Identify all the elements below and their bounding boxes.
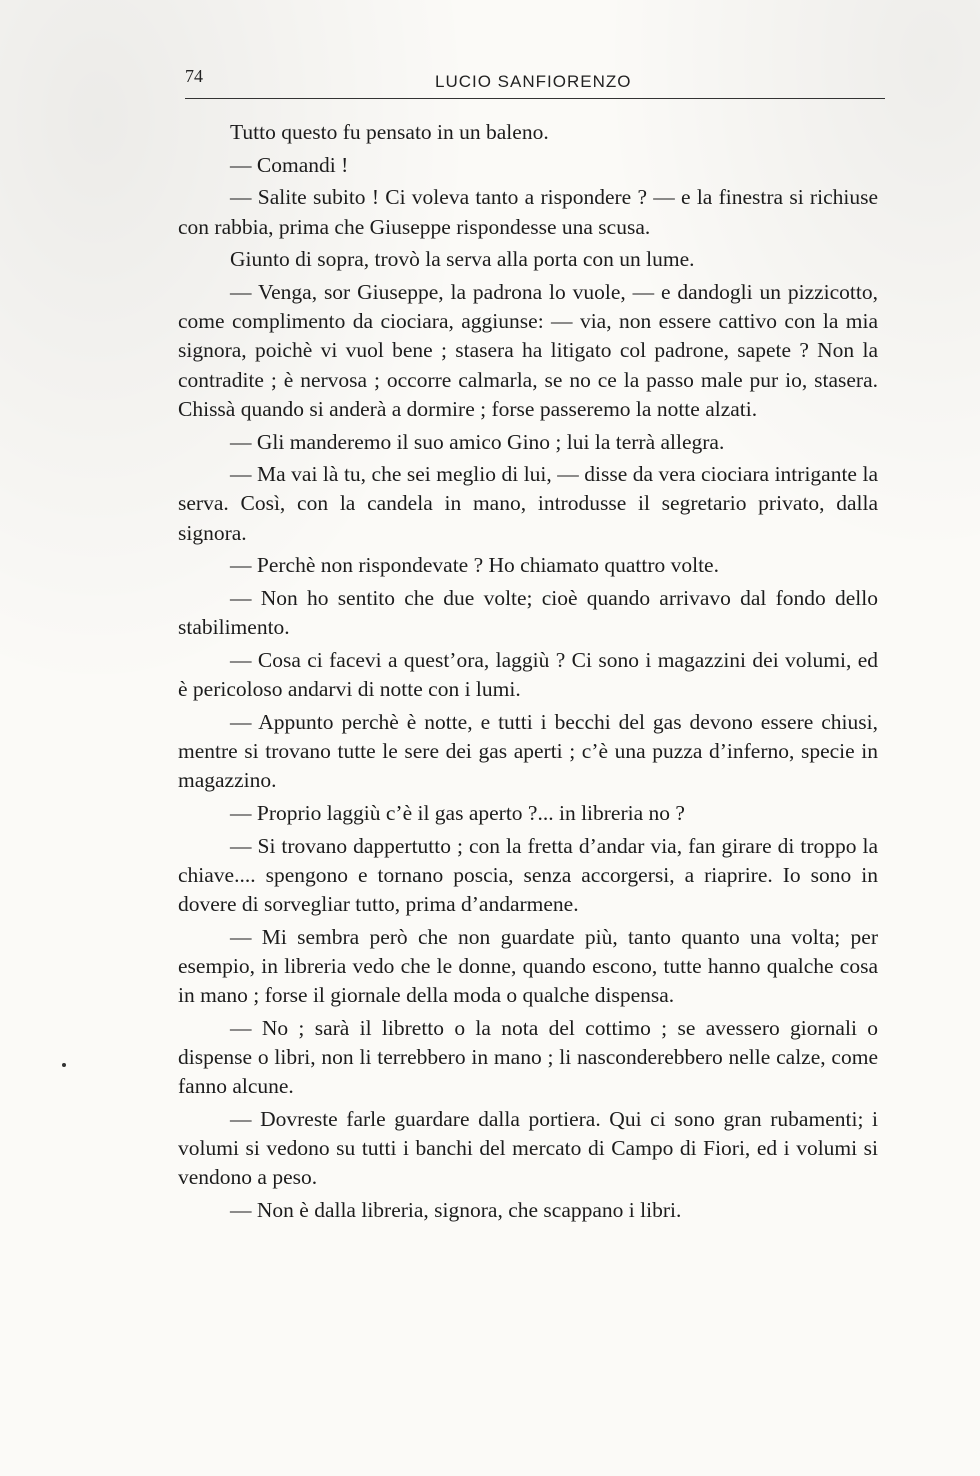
paragraph: — Dovreste farle guardare dalla portiera. Qui ci sono gran rubamenti; i volumi si vedono su tutti i banchi del mercato di Campo di Fiori, ed i volumi si vendono a peso. xyxy=(178,1107,878,1190)
running-head xyxy=(185,66,885,96)
paragraph: — Mi sembra però che non guardate più, tanto quanto una volta; per esempio, in libreria vedo che le donne, quando escono, tutte hanno qualche cosa in mano ; forse il giornale della moda o qualche dispensa. xyxy=(178,924,878,1008)
paragraph: — Non ho sentito che due volte; cioè quando arrivavo dal fondo dello stabilimento. xyxy=(178,586,878,640)
header-rule xyxy=(185,98,885,99)
paragraph: — No ; sarà il libretto o la nota del cottimo ; se avessero giornali o dispense o libri, non li terrebbero in mano ; li nasconderebbero nelle calze, come fanno alcune. xyxy=(178,1015,878,1099)
paragraph: — Gli manderemo il suo amico Gino ; lui la terrà allegra. xyxy=(230,429,725,454)
paragraph: — Appunto perchè è notte, e tutti i becchi del gas devono essere chiusi, mentre si trovano tutte le sere dei gas aperti ; c’è una puzza d’inferno, specie in magazzino. xyxy=(178,709,878,793)
paragraph: — Cosa ci facevi a quest’ora, laggiù ? Ci sono i magazzini dei volumi, ed è pericoloso andarvi di notte con i lumi. xyxy=(178,647,878,702)
paragraph: — Proprio laggiù c’è il gas aperto ?... in libreria no ? xyxy=(230,800,685,825)
paragraph: Giunto di sopra, trovò la serva alla porta con un lume. xyxy=(230,247,695,272)
ink-speck xyxy=(62,1063,66,1067)
running-title: LUCIO SANFIORENZO xyxy=(435,72,632,91)
paragraph: — Perchè non rispondevate ? Ho chiamato quattro volte. xyxy=(230,553,719,578)
paragraph: — Comandi ! xyxy=(230,152,349,177)
paragraph: — Non è dalla libreria, signora, che scappano i libri. xyxy=(230,1198,682,1223)
body-text xyxy=(178,118,878,1229)
paragraph: — Ma vai là tu, che sei meglio di lui, — disse da vera ciociara intrigante la serva. Così, con la candela in mano, introdusse il segretario privato, dalla signora. xyxy=(178,462,878,545)
page-number: 74 xyxy=(185,66,203,86)
paragraph: — Venga, sor Giuseppe, la padrona lo vuole, — e dandogli un pizzicotto, come complimento da ciociara, aggiunse: — via, non essere cattivo con la mia signora, poichè vi vuol bene ; stasera ha litigato col padrone, sapete ? Non la contradite ; è nervosa ; occorre calmarla, se no ce la passo male pur io, stasera. Chissà quando si anderà a dormire ; forse passeremo la notte alzati. xyxy=(178,280,878,421)
paragraph: — Si trovano dappertutto ; con la fretta d’andar via, fan girare di troppo la chiave.... spengono e tornano poscia, senza accorgersi, a riaprire. Io sono in dovere di sorvegliar tutto, prima d’andarmene. xyxy=(178,833,878,917)
paragraph: — Salite subito ! Ci voleva tanto a rispondere ? — e la finestra si richiuse con rabbia, prima che Giuseppe rispondesse una scusa. xyxy=(178,185,878,239)
paragraph: Tutto questo fu pensato in un baleno. xyxy=(230,120,549,144)
